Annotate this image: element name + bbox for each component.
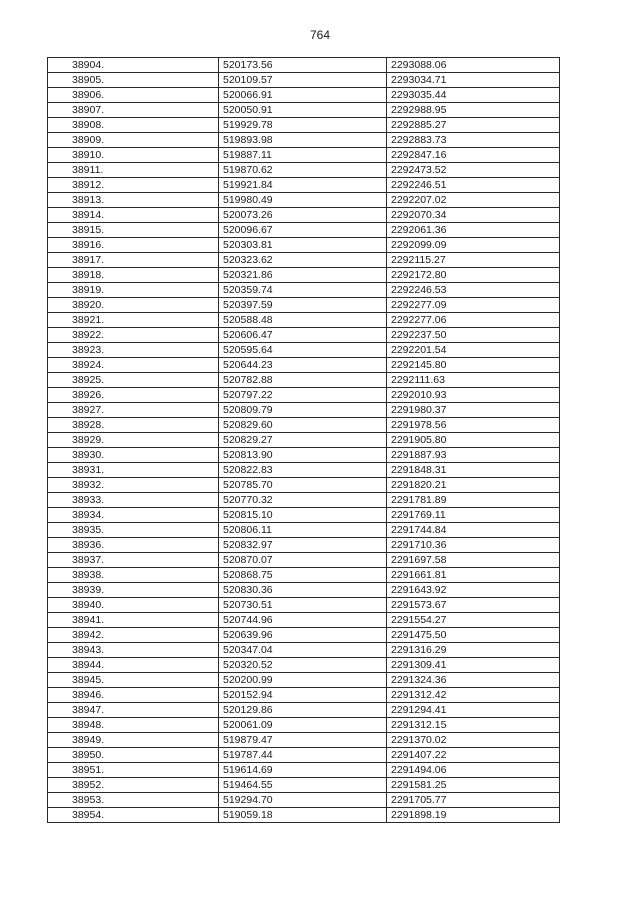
point-number-cell: 38941. <box>48 613 219 628</box>
table-row <box>48 298 560 313</box>
table-row <box>48 313 560 328</box>
y-coordinate-cell: 2291324.36 <box>387 673 560 688</box>
point-number-cell: 38927. <box>48 403 219 418</box>
point-number-cell: 38928. <box>48 418 219 433</box>
point-number-cell: 38904. <box>48 58 219 73</box>
x-coordinate-cell: 520829.27 <box>219 433 387 448</box>
x-coordinate-cell: 520644.23 <box>219 358 387 373</box>
table-row <box>48 598 560 613</box>
y-coordinate-cell: 2291494.06 <box>387 763 560 778</box>
y-coordinate-cell: 2292010.93 <box>387 388 560 403</box>
x-coordinate-cell: 520109.57 <box>219 73 387 88</box>
y-coordinate-cell: 2292145.80 <box>387 358 560 373</box>
x-coordinate-cell: 520744.96 <box>219 613 387 628</box>
table-row <box>48 163 560 178</box>
point-number-cell: 38951. <box>48 763 219 778</box>
table-row <box>48 103 560 118</box>
y-coordinate-cell: 2292246.53 <box>387 283 560 298</box>
x-coordinate-cell: 520815.10 <box>219 508 387 523</box>
point-number-cell: 38948. <box>48 718 219 733</box>
y-coordinate-cell: 2292277.06 <box>387 313 560 328</box>
x-coordinate-cell: 520096.67 <box>219 223 387 238</box>
x-coordinate-cell: 520200.99 <box>219 673 387 688</box>
x-coordinate-cell: 520152.94 <box>219 688 387 703</box>
y-coordinate-cell: 2292885.27 <box>387 118 560 133</box>
x-coordinate-cell: 519921.84 <box>219 178 387 193</box>
table-row <box>48 403 560 418</box>
x-coordinate-cell: 520606.47 <box>219 328 387 343</box>
y-coordinate-cell: 2291710.36 <box>387 538 560 553</box>
point-number-cell: 38905. <box>48 73 219 88</box>
point-number-cell: 38915. <box>48 223 219 238</box>
table-body <box>48 58 560 823</box>
table-row <box>48 613 560 628</box>
table-row <box>48 733 560 748</box>
table-row <box>48 268 560 283</box>
table-row <box>48 58 560 73</box>
table-row <box>48 358 560 373</box>
x-coordinate-cell: 520173.56 <box>219 58 387 73</box>
y-coordinate-cell: 2291312.42 <box>387 688 560 703</box>
y-coordinate-cell: 2292099.09 <box>387 238 560 253</box>
table-row <box>48 388 560 403</box>
table-row <box>48 703 560 718</box>
point-number-cell: 38924. <box>48 358 219 373</box>
y-coordinate-cell: 2291905.80 <box>387 433 560 448</box>
x-coordinate-cell: 519929.78 <box>219 118 387 133</box>
table-row <box>48 538 560 553</box>
table-row <box>48 448 560 463</box>
point-number-cell: 38921. <box>48 313 219 328</box>
x-coordinate-cell: 519787.44 <box>219 748 387 763</box>
table-row <box>48 223 560 238</box>
x-coordinate-cell: 519879.47 <box>219 733 387 748</box>
table-row <box>48 523 560 538</box>
y-coordinate-cell: 2292847.16 <box>387 148 560 163</box>
x-coordinate-cell: 519294.70 <box>219 793 387 808</box>
table-row <box>48 208 560 223</box>
x-coordinate-cell: 519980.49 <box>219 193 387 208</box>
x-coordinate-cell: 520809.79 <box>219 403 387 418</box>
table-row <box>48 553 560 568</box>
table-row <box>48 463 560 478</box>
x-coordinate-cell: 520832.97 <box>219 538 387 553</box>
table-row <box>48 793 560 808</box>
x-coordinate-cell: 519887.11 <box>219 148 387 163</box>
point-number-cell: 38919. <box>48 283 219 298</box>
y-coordinate-cell: 2291820.21 <box>387 478 560 493</box>
y-coordinate-cell: 2292061.36 <box>387 223 560 238</box>
table-row <box>48 508 560 523</box>
x-coordinate-cell: 520347.04 <box>219 643 387 658</box>
x-coordinate-cell: 520868.75 <box>219 568 387 583</box>
x-coordinate-cell: 520397.59 <box>219 298 387 313</box>
y-coordinate-cell: 2291309.41 <box>387 658 560 673</box>
y-coordinate-cell: 2291370.02 <box>387 733 560 748</box>
point-number-cell: 38949. <box>48 733 219 748</box>
x-coordinate-cell: 520822.83 <box>219 463 387 478</box>
table-row <box>48 148 560 163</box>
point-number-cell: 38913. <box>48 193 219 208</box>
y-coordinate-cell: 2292207.02 <box>387 193 560 208</box>
x-coordinate-cell: 520073.26 <box>219 208 387 223</box>
y-coordinate-cell: 2291978.56 <box>387 418 560 433</box>
y-coordinate-cell: 2291705.77 <box>387 793 560 808</box>
table-row <box>48 343 560 358</box>
x-coordinate-cell: 520359.74 <box>219 283 387 298</box>
y-coordinate-cell: 2292473.52 <box>387 163 560 178</box>
table-row <box>48 118 560 133</box>
point-number-cell: 38918. <box>48 268 219 283</box>
point-number-cell: 38943. <box>48 643 219 658</box>
y-coordinate-cell: 2291643.92 <box>387 583 560 598</box>
table-row <box>48 778 560 793</box>
point-number-cell: 38925. <box>48 373 219 388</box>
point-number-cell: 38929. <box>48 433 219 448</box>
y-coordinate-cell: 2291554.27 <box>387 613 560 628</box>
x-coordinate-cell: 520770.32 <box>219 493 387 508</box>
x-coordinate-cell: 519870.62 <box>219 163 387 178</box>
point-number-cell: 38947. <box>48 703 219 718</box>
x-coordinate-cell: 519614.69 <box>219 763 387 778</box>
table-row <box>48 568 560 583</box>
point-number-cell: 38945. <box>48 673 219 688</box>
table-row <box>48 673 560 688</box>
x-coordinate-cell: 519893.98 <box>219 133 387 148</box>
table-row <box>48 328 560 343</box>
point-number-cell: 38914. <box>48 208 219 223</box>
point-number-cell: 38930. <box>48 448 219 463</box>
point-number-cell: 38944. <box>48 658 219 673</box>
y-coordinate-cell: 2291312.15 <box>387 718 560 733</box>
y-coordinate-cell: 2291661.81 <box>387 568 560 583</box>
table-row <box>48 283 560 298</box>
y-coordinate-cell: 2291581.25 <box>387 778 560 793</box>
point-number-cell: 38917. <box>48 253 219 268</box>
point-number-cell: 38926. <box>48 388 219 403</box>
y-coordinate-cell: 2292988.95 <box>387 103 560 118</box>
table-row <box>48 193 560 208</box>
point-number-cell: 38922. <box>48 328 219 343</box>
y-coordinate-cell: 2291744.84 <box>387 523 560 538</box>
table-row <box>48 718 560 733</box>
y-coordinate-cell: 2291769.11 <box>387 508 560 523</box>
y-coordinate-cell: 2293035.44 <box>387 88 560 103</box>
point-number-cell: 38916. <box>48 238 219 253</box>
y-coordinate-cell: 2291407.22 <box>387 748 560 763</box>
point-number-cell: 38950. <box>48 748 219 763</box>
point-number-cell: 38937. <box>48 553 219 568</box>
point-number-cell: 38952. <box>48 778 219 793</box>
x-coordinate-cell: 520323.62 <box>219 253 387 268</box>
y-coordinate-cell: 2291573.67 <box>387 598 560 613</box>
table-row <box>48 628 560 643</box>
table-row <box>48 238 560 253</box>
x-coordinate-cell: 520588.48 <box>219 313 387 328</box>
y-coordinate-cell: 2293034.71 <box>387 73 560 88</box>
y-coordinate-cell: 2292111.63 <box>387 373 560 388</box>
table-row <box>48 748 560 763</box>
table-row <box>48 493 560 508</box>
table-row <box>48 763 560 778</box>
point-number-cell: 38932. <box>48 478 219 493</box>
coordinates-table <box>47 57 560 823</box>
x-coordinate-cell: 520639.96 <box>219 628 387 643</box>
table-row <box>48 373 560 388</box>
x-coordinate-cell: 520066.91 <box>219 88 387 103</box>
x-coordinate-cell: 520870.07 <box>219 553 387 568</box>
point-number-cell: 38931. <box>48 463 219 478</box>
y-coordinate-cell: 2291898.19 <box>387 808 560 823</box>
x-coordinate-cell: 520829.60 <box>219 418 387 433</box>
y-coordinate-cell: 2292237.50 <box>387 328 560 343</box>
x-coordinate-cell: 520320.52 <box>219 658 387 673</box>
y-coordinate-cell: 2292070.34 <box>387 208 560 223</box>
y-coordinate-cell: 2291697.58 <box>387 553 560 568</box>
table-row <box>48 808 560 823</box>
point-number-cell: 38912. <box>48 178 219 193</box>
page-number: 764 <box>309 28 331 42</box>
x-coordinate-cell: 520782.88 <box>219 373 387 388</box>
x-coordinate-cell: 520785.70 <box>219 478 387 493</box>
point-number-cell: 38938. <box>48 568 219 583</box>
y-coordinate-cell: 2291887.93 <box>387 448 560 463</box>
table-row <box>48 643 560 658</box>
x-coordinate-cell: 520129.86 <box>219 703 387 718</box>
point-number-cell: 38935. <box>48 523 219 538</box>
point-number-cell: 38923. <box>48 343 219 358</box>
x-coordinate-cell: 520303.81 <box>219 238 387 253</box>
x-coordinate-cell: 520806.11 <box>219 523 387 538</box>
y-coordinate-cell: 2291316.29 <box>387 643 560 658</box>
point-number-cell: 38942. <box>48 628 219 643</box>
table-row <box>48 73 560 88</box>
y-coordinate-cell: 2292115.27 <box>387 253 560 268</box>
x-coordinate-cell: 520321.86 <box>219 268 387 283</box>
x-coordinate-cell: 520730.51 <box>219 598 387 613</box>
table-row <box>48 253 560 268</box>
point-number-cell: 38939. <box>48 583 219 598</box>
y-coordinate-cell: 2292172.80 <box>387 268 560 283</box>
y-coordinate-cell: 2292201.54 <box>387 343 560 358</box>
x-coordinate-cell: 520830.36 <box>219 583 387 598</box>
point-number-cell: 38934. <box>48 508 219 523</box>
table-row <box>48 418 560 433</box>
x-coordinate-cell: 520061.09 <box>219 718 387 733</box>
x-coordinate-cell: 520813.90 <box>219 448 387 463</box>
table-row <box>48 433 560 448</box>
x-coordinate-cell: 519059.18 <box>219 808 387 823</box>
table-row <box>48 88 560 103</box>
table-row <box>48 658 560 673</box>
table-row <box>48 178 560 193</box>
point-number-cell: 38933. <box>48 493 219 508</box>
y-coordinate-cell: 2292246.51 <box>387 178 560 193</box>
table-row <box>48 583 560 598</box>
y-coordinate-cell: 2292277.09 <box>387 298 560 313</box>
point-number-cell: 38906. <box>48 88 219 103</box>
y-coordinate-cell: 2293088.06 <box>387 58 560 73</box>
table-row <box>48 133 560 148</box>
table-row <box>48 478 560 493</box>
point-number-cell: 38909. <box>48 133 219 148</box>
point-number-cell: 38953. <box>48 793 219 808</box>
y-coordinate-cell: 2292883.73 <box>387 133 560 148</box>
y-coordinate-cell: 2291475.50 <box>387 628 560 643</box>
table-row <box>48 688 560 703</box>
point-number-cell: 38920. <box>48 298 219 313</box>
point-number-cell: 38910. <box>48 148 219 163</box>
point-number-cell: 38946. <box>48 688 219 703</box>
x-coordinate-cell: 520595.64 <box>219 343 387 358</box>
y-coordinate-cell: 2291848.31 <box>387 463 560 478</box>
x-coordinate-cell: 520050.91 <box>219 103 387 118</box>
point-number-cell: 38907. <box>48 103 219 118</box>
y-coordinate-cell: 2291294.41 <box>387 703 560 718</box>
point-number-cell: 38908. <box>48 118 219 133</box>
point-number-cell: 38911. <box>48 163 219 178</box>
point-number-cell: 38954. <box>48 808 219 823</box>
point-number-cell: 38936. <box>48 538 219 553</box>
point-number-cell: 38940. <box>48 598 219 613</box>
x-coordinate-cell: 520797.22 <box>219 388 387 403</box>
x-coordinate-cell: 519464.55 <box>219 778 387 793</box>
y-coordinate-cell: 2291781.89 <box>387 493 560 508</box>
y-coordinate-cell: 2291980.37 <box>387 403 560 418</box>
